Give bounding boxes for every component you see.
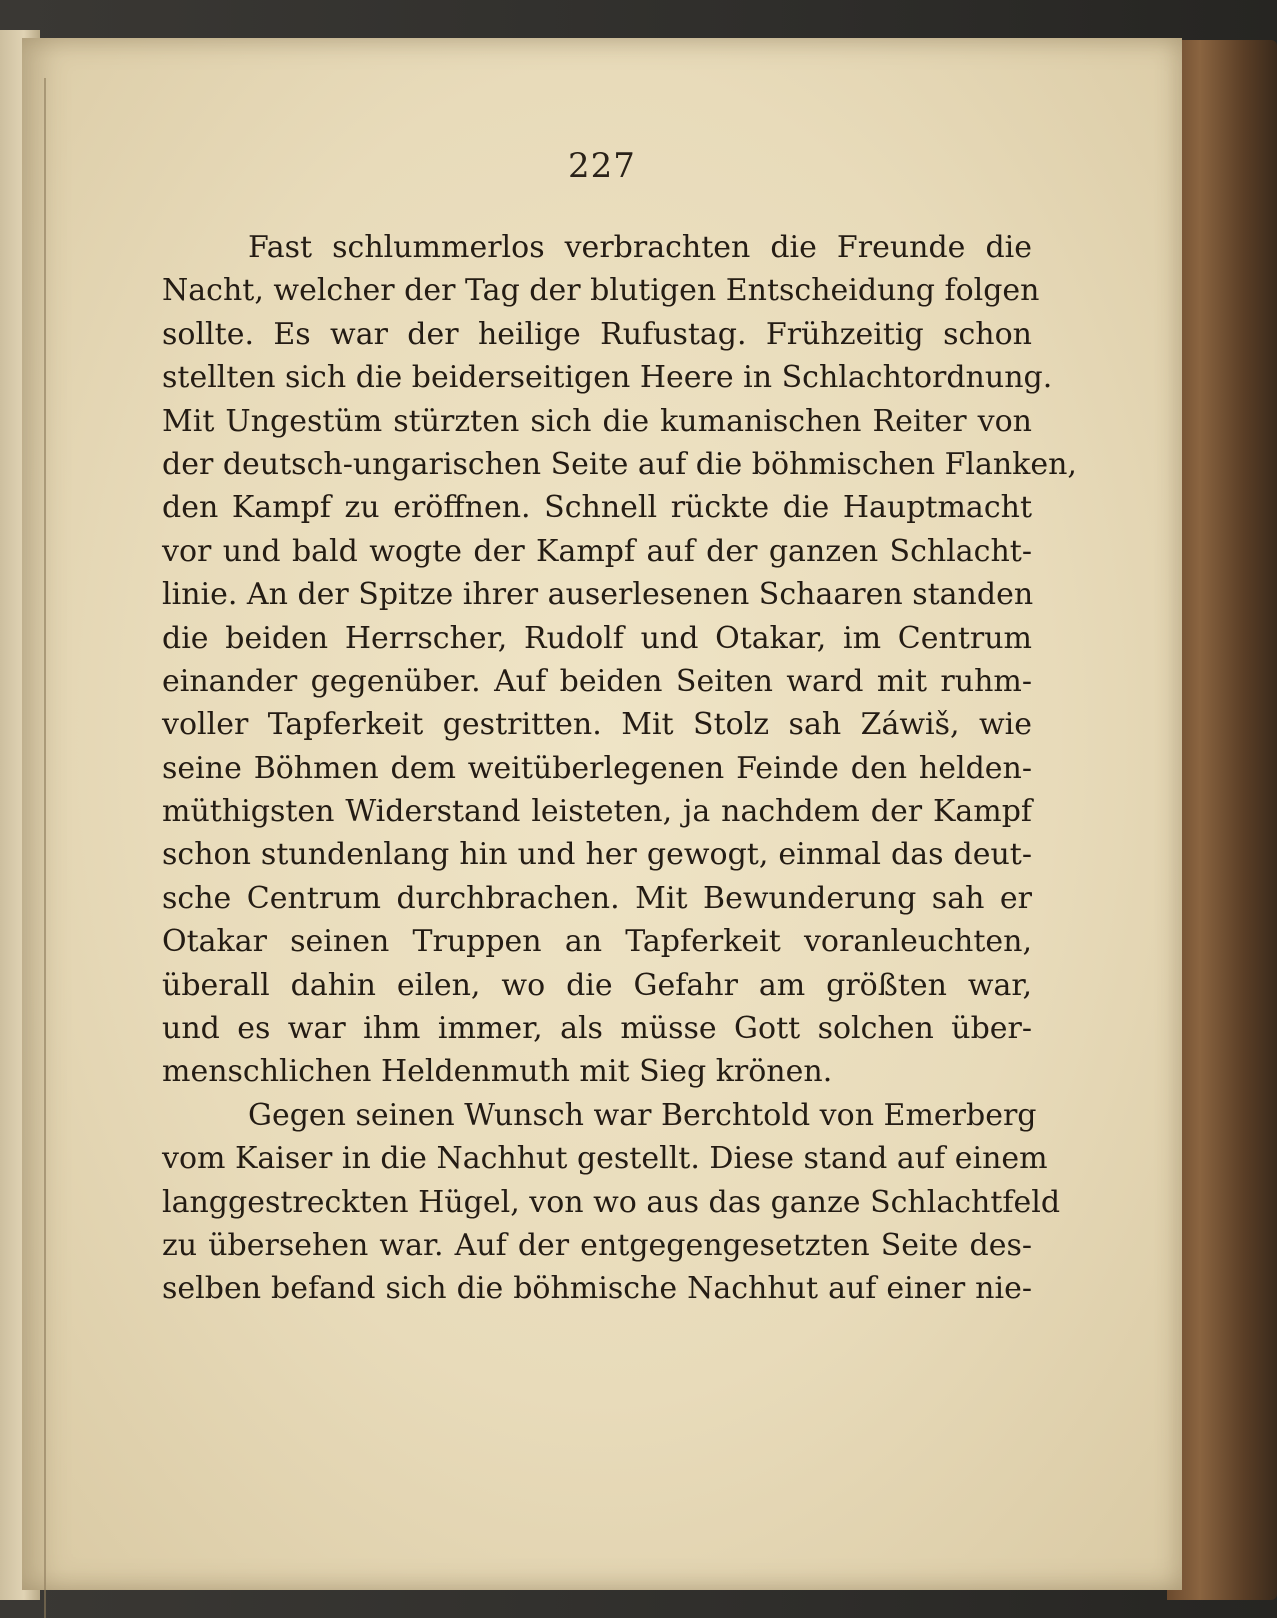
text-line: Fast schlummerlos verbrachten die Freunde die [248,230,1032,265]
text-line: Otakar seinen Truppen an Tapferkeit voranleuchten, [162,924,1032,960]
text-line: seine Böhmen dem weitüberlegenen Feinde den helden- [162,750,1032,786]
page-gutter [44,78,46,1618]
text-line: den Kampf zu eröffnen. Schnell rückte die Hauptmacht [162,490,1032,526]
text-line: der deutsch-ungarischen Seite auf die böhmischen Flanken, [162,446,1077,482]
text-line: die beiden Herrscher, Rudolf und Otakar, im Centrum [162,620,1032,656]
text-line: überall dahin eilen, wo die Gefahr am größten war, [162,967,1032,1003]
body-text [162,226,1077,1311]
text-line: linie. An der Spitze ihrer auserlesenen Schaaren standen [162,577,1034,613]
text-line: stellten sich die beiderseitigen Heere in Schlachtordnung. [162,360,1053,396]
text-line: schon stundenlang hin und her gewogt, einmal das deut- [162,837,1032,873]
text-line: und es war ihm immer, als müsse Gott solchen über- [162,1011,1032,1047]
text-line: vor und bald wogte der Kampf auf der ganzen Schlacht- [162,533,1032,569]
text-line: langgestreckten Hügel, von wo aus das ganze Schlachtfeld [162,1184,1061,1220]
page-number: 227 [568,146,636,186]
text-line: sollte. Es war der heilige Rufustag. Frühzeitig schon [162,316,1032,352]
text-line: voller Tapferkeit gestritten. Mit Stolz sah Záwiš, wie [162,707,1032,743]
text-line: menschlichen Heldenmuth mit Sieg krönen. [162,1054,833,1090]
text-line: selben befand sich die böhmische Nachhut auf einer nie- [162,1271,1032,1307]
text-line: müthigsten Widerstand leisteten, ja nachdem der Kampf [162,794,1032,830]
text-line: sche Centrum durchbrachen. Mit Bewunderung sah er [162,880,1032,916]
book-cover-edge [1167,40,1277,1600]
text-line: Gegen seinen Wunsch war Berchtold von Emerberg [248,1097,1037,1133]
text-line: zu übersehen war. Auf der entgegengesetzten Seite des- [162,1227,1032,1263]
text-line: einander gegenüber. Auf beiden Seiten ward mit ruhm- [162,663,1032,699]
text-line: Nacht, welcher der Tag der blutigen Entscheidung folgen [162,273,1040,309]
book-page [22,38,1182,1590]
text-line: Mit Ungestüm stürzten sich die kumanischen Reiter von [162,403,1032,439]
text-line: vom Kaiser in die Nachhut gestellt. Diese stand auf einem [162,1141,1048,1177]
